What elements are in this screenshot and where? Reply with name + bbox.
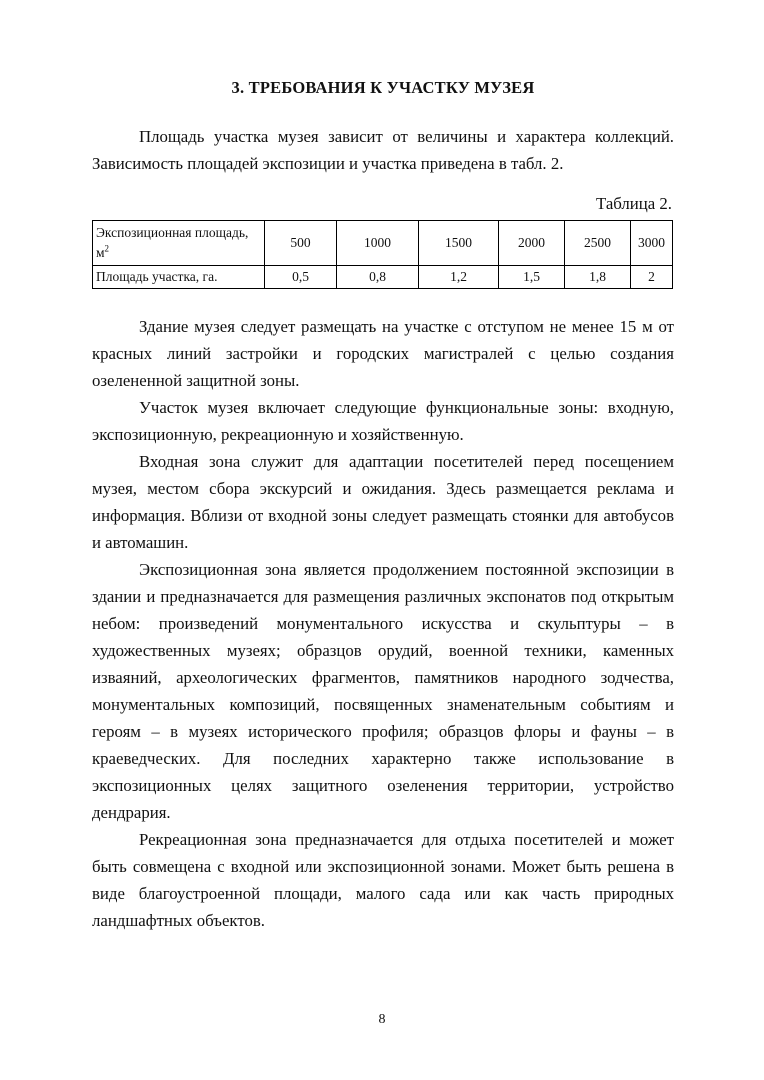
table-cell: 1,2 (419, 266, 499, 289)
row-label-site-area: Площадь участка, га. (93, 266, 265, 289)
paragraph-building-setback: Здание музея следует размещать на участке с отступом не менее 15 м от красных линий застройки и городских магистралей с целью создания озелененной защитной зоны. (92, 317, 674, 390)
row-label-exposition-area: Экспозиционная площадь, $м^2$ (93, 221, 265, 266)
paragraph-exposition-zone: Экспозиционная зона является продолжением постоянной экспозиции в здании и предназначается для размещения различных экспонатов под открытым небом: произведений монументального искусства и скульптуры – в художественных музеях; образцов орудий, военной техники, каменных изваяний, археологических фрагментов, памятников народного зодчества, монументальных композиций, посвященных знаменательным событиям и героям – в музеях исторического профиля; образцов флоры и фауны – в краеведческих. Для последних характерно также использование в экспозиционных целях защитного озеленения территории, устройство дендрария. (92, 560, 674, 822)
table-cell: 1500 (419, 221, 499, 266)
table-cell: 2500 (565, 221, 631, 266)
document-page (92, 68, 674, 934)
table-cell: 2 (631, 266, 673, 289)
table-caption: Таблица 2. (596, 194, 672, 213)
section-heading: 3. ТРЕБОВАНИЯ К УЧАСТКУ МУЗЕЯ (231, 78, 535, 97)
table-cell: 2000 (499, 221, 565, 266)
table-row-exposition (93, 221, 673, 266)
paragraph-recreation-zone: Рекреационная зона предназначается для отдыха посетителей и может быть совмещена с входной или экспозиционной зонами. Может быть решена в виде благоустроенной площади, малого сада или как часть природных ландшафтных объектов. (92, 830, 674, 930)
table-cell: 3000 (631, 221, 673, 266)
paragraph-entrance-zone: Входная зона служит для адаптации посетителей перед посещением музея, местом сбора экскурсий и ожидания. Здесь размещается реклама и информация. Вблизи от входной зоны следует размещать стоянки для автобусов и автомашин. (92, 452, 674, 552)
area-table (92, 220, 673, 289)
table-cell: 1000 (337, 221, 419, 266)
intro-paragraph: Площадь участка музея зависит от величины и характера коллекций. Зависимость площадей экспозиции и участка приведена в табл. 2. (92, 127, 674, 173)
table-cell: 0,5 (265, 266, 337, 289)
table-row-site (93, 266, 673, 289)
table-cell: 1,8 (565, 266, 631, 289)
paragraph-functional-zones: Участок музея включает следующие функциональные зоны: входную, экспозиционную, рекреационную и хозяйственную. (92, 398, 674, 444)
page-number: 8 (378, 1012, 386, 1027)
table-cell: 500 (265, 221, 337, 266)
table-cell: 1,5 (499, 266, 565, 289)
table-cell: 0,8 (337, 266, 419, 289)
